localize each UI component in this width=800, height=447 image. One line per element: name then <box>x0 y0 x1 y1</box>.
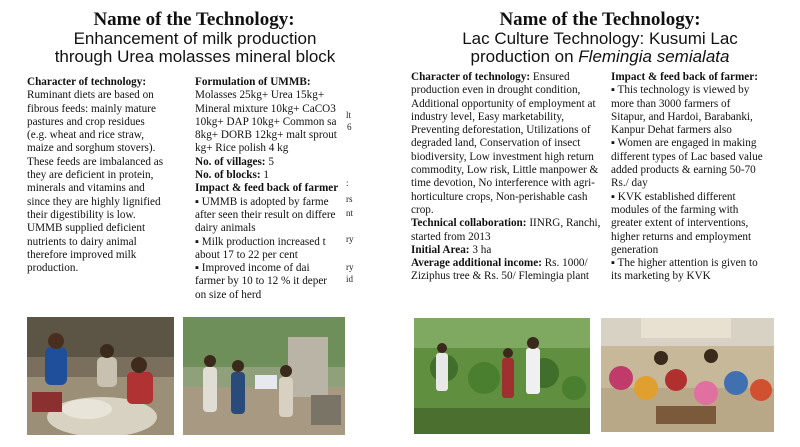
right-impact-section <box>611 71 789 284</box>
bullet-line: its marketing by KVK <box>611 270 711 283</box>
margin-fragment: nt <box>346 208 354 218</box>
bullet-line: ▪ KVK established different <box>611 190 736 203</box>
left-impact-bullet <box>195 236 347 263</box>
bullet-line: different types of Lac based value <box>611 150 763 163</box>
right-subtitle <box>420 30 780 66</box>
collaboration-row <box>411 217 604 230</box>
left-impact-label: Impact & feed back of farmer <box>195 182 339 195</box>
formulation-line: Molasses 25kg+ Urea 15kg+ <box>195 89 325 102</box>
right-subtitle-line <box>420 48 780 66</box>
left-character-line: since they are highly lignified <box>27 195 161 208</box>
bullet-line: ▪ This technology is viewed by <box>611 84 750 97</box>
blocks-row <box>195 169 347 182</box>
subtitle-italic: Flemingia semialata <box>578 47 730 66</box>
left-character-line: production. <box>27 262 79 275</box>
right-impact-bullet <box>611 257 789 284</box>
villages-label: No. of villages: <box>195 155 266 168</box>
left-character-line: pastures and crop residues <box>27 115 145 128</box>
photo-farmer-meeting <box>183 317 345 435</box>
right-character-header <box>411 71 604 84</box>
formulation-line: 8kg+ DORB 12kg+ malt sprout <box>195 129 337 142</box>
bullet-line: dairy animals <box>195 222 256 235</box>
margin-fragment: rs <box>346 194 353 204</box>
right-character-line: biodiversity, Low investment high return <box>411 150 594 163</box>
left-character-line: Ruminant diets are based on <box>27 89 154 102</box>
right-impact-bullet <box>611 84 789 137</box>
bullet-line: ▪ UMMB is adopted by farme <box>195 195 329 208</box>
right-impact-bullet <box>611 137 789 190</box>
right-panel <box>400 0 800 447</box>
left-character-section <box>27 76 178 275</box>
bullet-line: Rs./ day <box>611 177 648 190</box>
bullet-line: generation <box>611 243 659 256</box>
left-character-line: fibrous feeds: mainly mature <box>27 102 156 115</box>
left-character-line: therefore improved milk <box>27 248 137 261</box>
right-character-line: Additional opportunity of employment at <box>411 97 596 110</box>
margin-fragment: : <box>346 178 349 188</box>
bullet-line: about 17 to 22 per cent <box>195 248 298 261</box>
bullet-line: Sitapur, and Hardoi, Barabanki, <box>611 110 753 123</box>
bullet-line: ▪ Women are engaged in making <box>611 137 757 150</box>
bullet-line: Kanpur Dehat farmers also <box>611 124 732 137</box>
left-character-line: their digestibility is low. <box>27 208 136 221</box>
subtitle-plain: production on <box>470 47 579 66</box>
formulation-line: 10kg+ DAP 10kg+ Common sa <box>195 115 337 128</box>
bullet-line: on size of herd <box>195 288 262 301</box>
income-value: Rs. 1000/ <box>541 257 588 270</box>
right-character-line: horticulture crops, Non-perishable cash <box>411 190 588 203</box>
blocks-value: 1 <box>260 169 269 182</box>
right-character-line: production even in drought condition, <box>411 84 581 97</box>
left-impact-bullet <box>195 196 347 236</box>
margin-fragment: ry <box>346 234 354 244</box>
right-character-tail: Ensured <box>530 71 570 83</box>
right-character-line: crop. <box>411 203 434 216</box>
blocks-label: No. of blocks: <box>195 169 261 182</box>
right-heading: Name of the Technology: <box>499 9 701 30</box>
right-subtitle-line: Lac Culture Technology: Kusumi Lac <box>462 29 738 48</box>
bullet-line: more than 3000 farmers of <box>611 97 731 110</box>
margin-fragment: 6 <box>347 122 352 132</box>
photo-ummb-preparation <box>27 317 174 435</box>
right-character-label: Character of technology: <box>411 71 531 83</box>
villages-value: 5 <box>265 155 274 168</box>
left-character-line: they are deficient in protein, <box>27 169 154 182</box>
right-impact-bullet <box>611 191 789 257</box>
bullet-line: ▪ The higher attention is given to <box>611 257 758 270</box>
margin-fragment: lt <box>346 110 352 120</box>
left-character-line: maize and sorghum stovers). <box>27 142 156 155</box>
left-impact-bullet <box>195 262 347 302</box>
margin-fragment: ry <box>346 262 354 272</box>
collaboration-line2: started from 2013 <box>411 230 491 243</box>
collaboration-label: Technical collaboration: <box>411 217 527 230</box>
bullet-line: modules of the farming with <box>611 203 739 216</box>
left-character-line: These feeds are imbalanced as <box>27 155 164 168</box>
left-character-label: Character of technology: <box>27 76 147 88</box>
formulation-line: Mineral mixture 10kg+ CaCO3 <box>195 102 336 115</box>
bullet-line: higher returns and employment <box>611 230 752 243</box>
income-line2: Ziziphus tree & Rs. 50/ Flemingia plant <box>411 270 590 283</box>
left-subtitle <box>0 30 390 66</box>
left-character-line: minerals and vitamins and <box>27 182 145 195</box>
formulation-line: kg+ Rice polish 4 kg <box>195 142 289 155</box>
left-heading: Name of the Technology: <box>93 9 295 30</box>
collaboration-value: IINRG, Ranchi, <box>526 217 601 230</box>
bullet-line: after seen their result on differe <box>195 208 336 221</box>
right-character-line: commodity, Low risk, Little manpower & <box>411 164 599 177</box>
right-character-section <box>411 71 604 284</box>
income-row <box>411 257 604 270</box>
right-character-line: time devotion, No interference with agri- <box>411 177 595 190</box>
right-character-line: Preventing deforestation, Utilizations of <box>411 124 591 137</box>
right-character-line: degraded land, Conservation of insect <box>411 137 581 150</box>
area-value: 3 ha <box>469 243 492 256</box>
left-formulation-section <box>195 76 347 302</box>
photo-lac-field <box>414 318 590 434</box>
right-character-line: industry level, Easy marketability, <box>411 110 565 123</box>
bullet-line: farmer by 10 to 12 % it deper <box>195 275 328 288</box>
left-subtitle-line: through Urea molasses mineral block <box>54 47 336 66</box>
margin-fragment: id <box>346 274 354 284</box>
left-character-line: nutrients to dairy animal <box>27 235 137 248</box>
left-character-line: (e.g. wheat and rice straw, <box>27 129 144 142</box>
bullet-line: ▪ Improved income of dai <box>195 262 310 275</box>
right-impact-label: Impact & feed back of farmer: <box>611 71 758 83</box>
area-label: Initial Area: <box>411 243 470 256</box>
income-label: Average additional income: <box>411 257 542 270</box>
bullet-line: added products & earning 50-70 <box>611 164 756 177</box>
bullet-line: ▪ Milk production increased t <box>195 235 326 248</box>
bullet-line: greater extent of interventions, <box>611 217 749 230</box>
area-row <box>411 244 604 257</box>
formulation-label: Formulation of UMMB: <box>195 76 311 88</box>
photo-women-lac-products <box>601 318 774 432</box>
left-character-line: UMMB supplied deficient <box>27 222 146 235</box>
left-subtitle-line: Enhancement of milk production <box>73 29 317 48</box>
villages-row <box>195 156 347 169</box>
